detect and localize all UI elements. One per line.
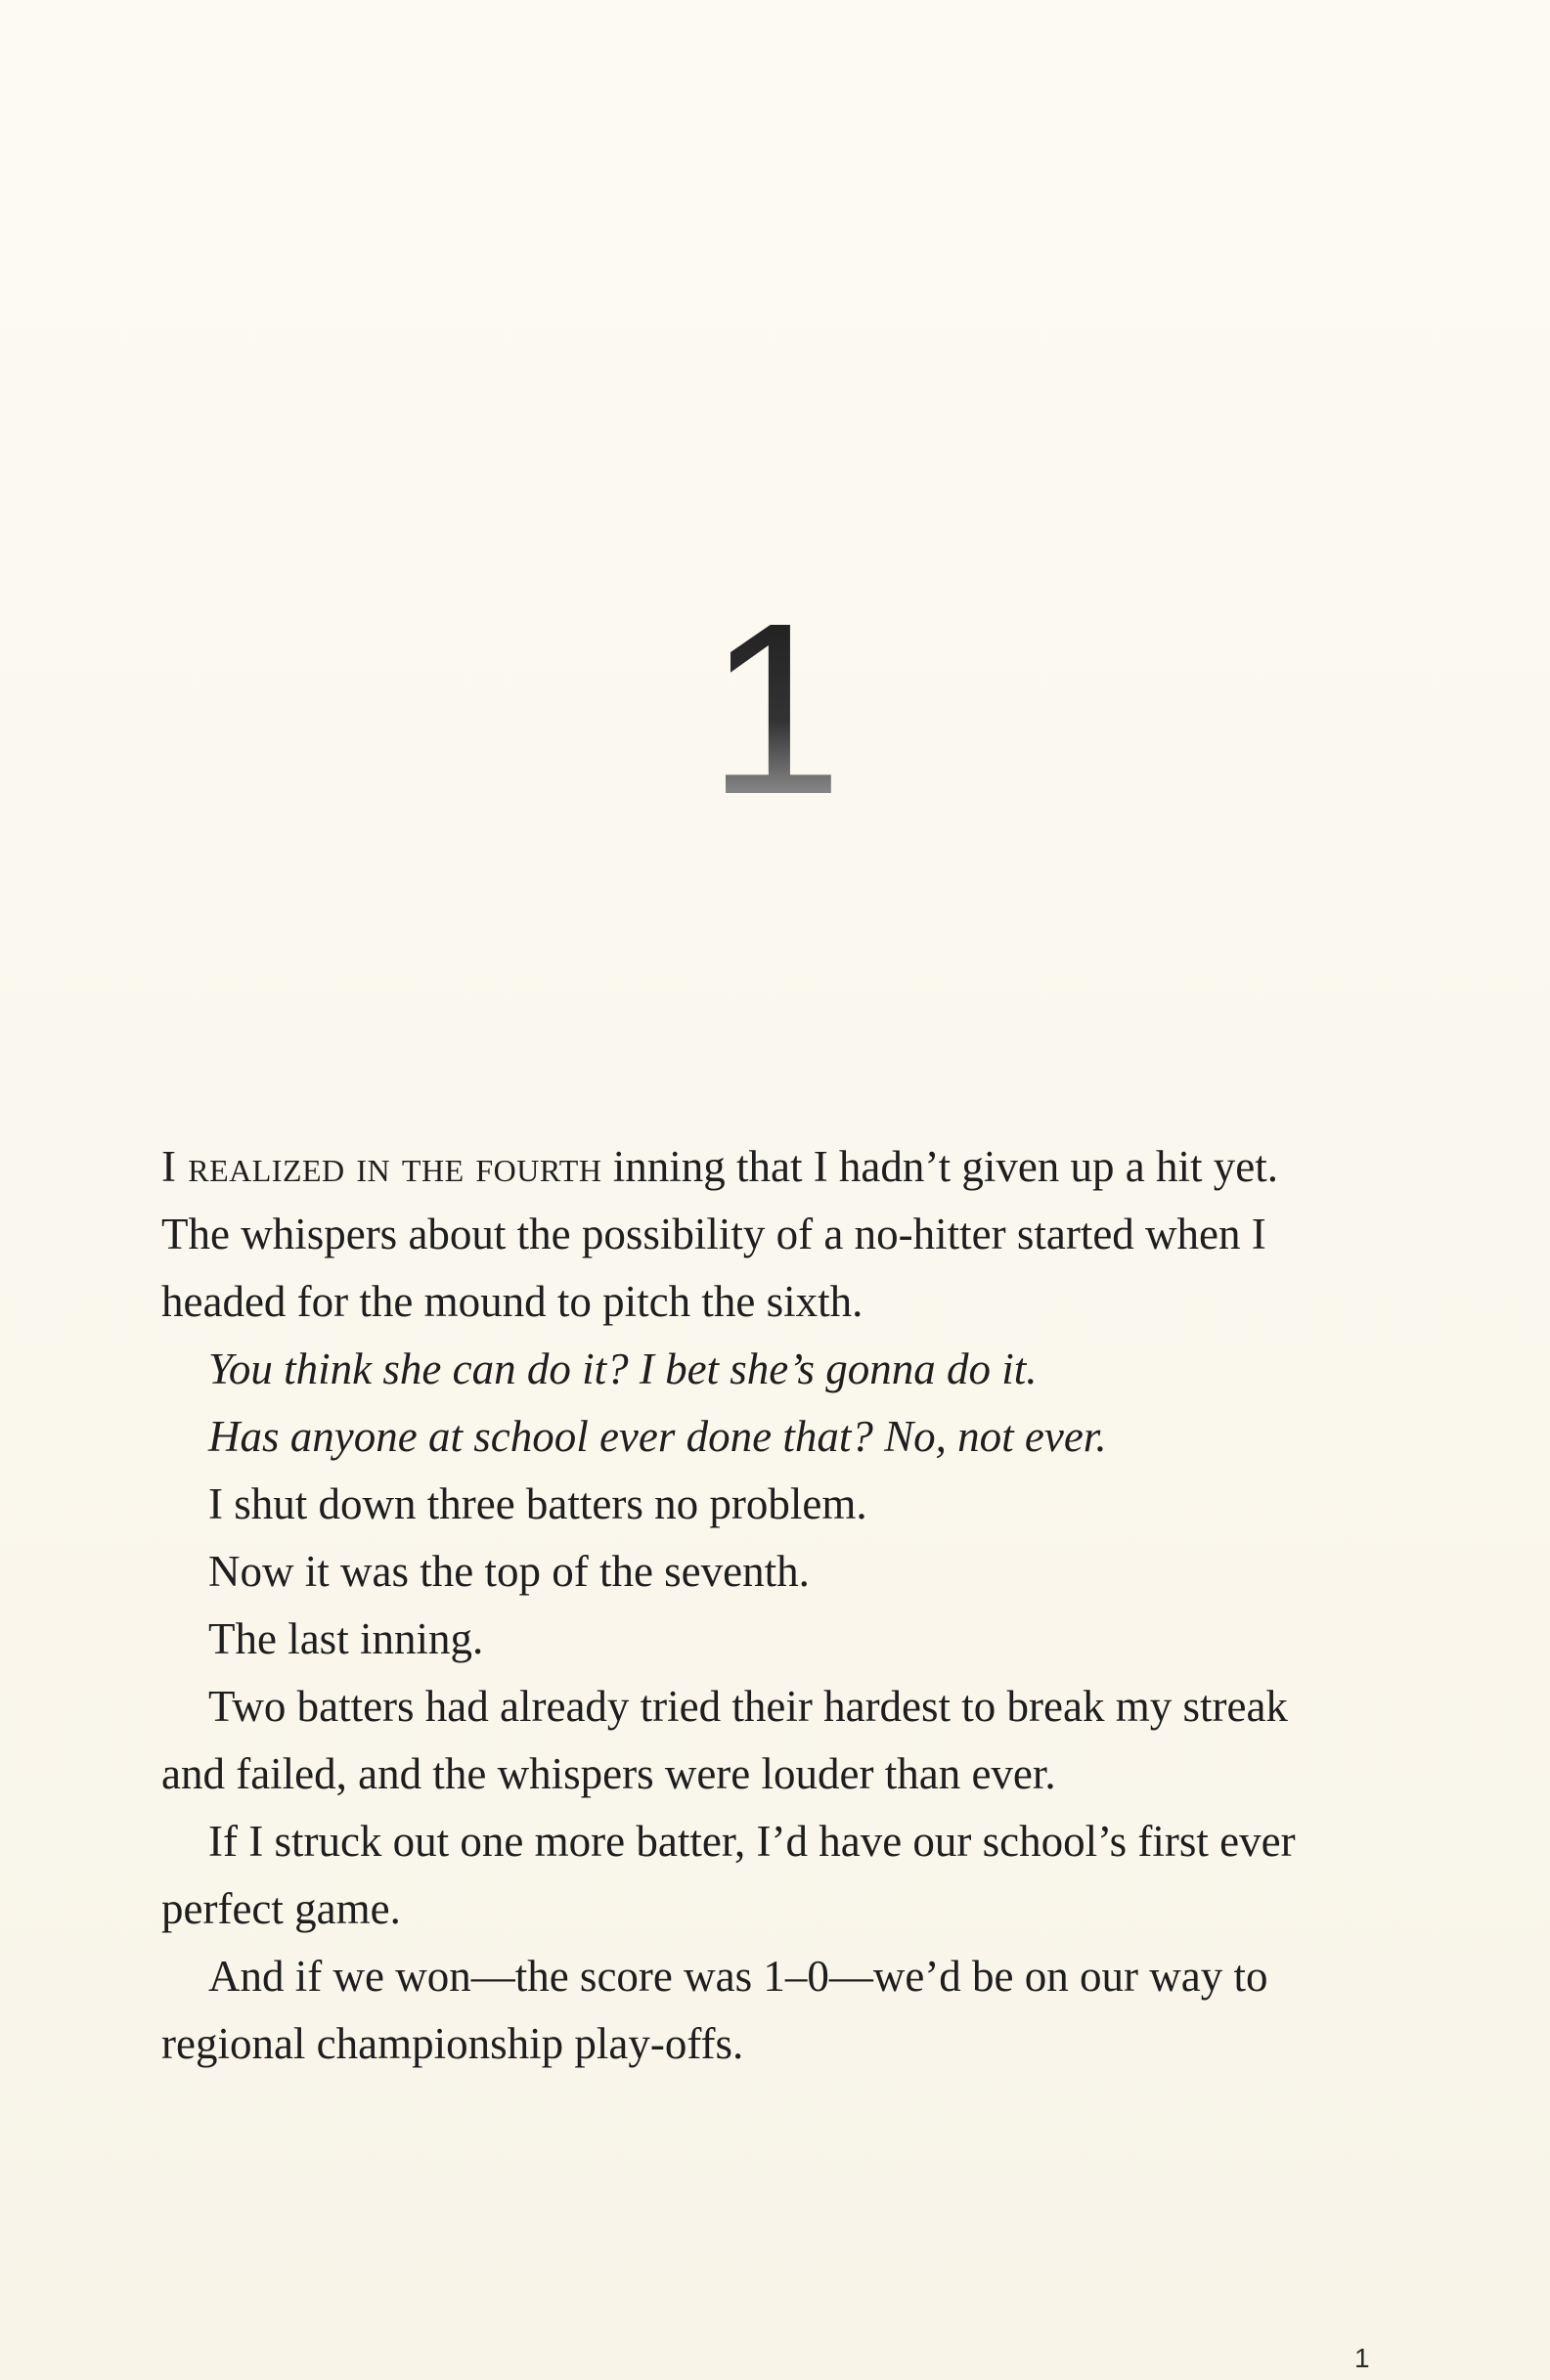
paragraph-thought-2 (161, 1403, 1345, 1471)
chapter-body (161, 1133, 1345, 2078)
paragraph: Two batters had already tried their hardest to break my streak and failed, and the whispers were louder than ever. (161, 1682, 1288, 1798)
opening-text: inning that I hadn’t given up a hit yet. The whispers about the possibility of a no-hitter started when I headed for the mound to pitch the sixth. (161, 1142, 1279, 1326)
opening-small-caps: I realized in the fourth (161, 1142, 602, 1191)
paragraph: The last inning. (208, 1614, 484, 1663)
paragraph: Now it was the top of the seventh. (208, 1547, 810, 1596)
paragraph: If I struck out one more batter, I’d have our school’s first ever perfect game. (161, 1817, 1296, 1933)
italic-thought: Has anyone at school ever done that? No, not ever. (208, 1412, 1107, 1461)
paragraph: I shut down three batters no problem. (208, 1479, 867, 1528)
paragraph-thought-1 (161, 1336, 1345, 1403)
paragraph: And if we won—the score was 1–0—we’d be on our way to regional championship play-offs. (161, 1952, 1268, 2068)
page-number: 1 (1354, 2343, 1370, 2373)
opening-paragraph (161, 1133, 1345, 1336)
italic-thought: You think she can do it? I bet she’s gonna do it. (208, 1344, 1038, 1393)
chapter-number: 1 (0, 587, 1550, 831)
